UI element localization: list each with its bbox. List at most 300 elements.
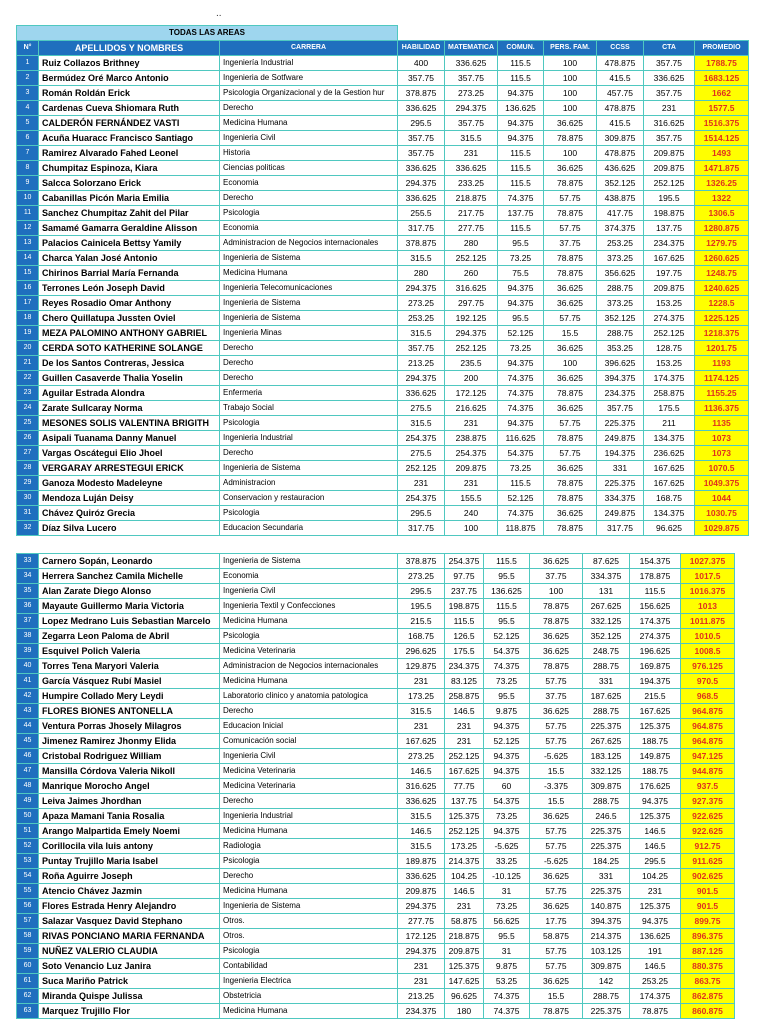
student-name: Marquez Trujillo Flor	[39, 1004, 220, 1019]
student-name: Chero Quillatupa Jussten Oviel	[39, 311, 220, 326]
score-promedio: 1225.125	[695, 311, 749, 326]
score-ccss: 225.375	[583, 839, 630, 854]
score-pers-fam: 57.75	[530, 884, 583, 899]
score-comun: 137.75	[498, 206, 544, 221]
score-ccss: 184.25	[583, 854, 630, 869]
row-number: 58	[17, 929, 39, 944]
student-name: Leiva Jaimes Jhordhan	[39, 794, 220, 809]
table-row	[17, 281, 749, 296]
score-promedio: 1514.125	[695, 131, 749, 146]
score-pers-fam: 100	[544, 146, 597, 161]
student-name: Alan Zarate Diego Alonso	[39, 584, 220, 599]
career: Comunicación social	[220, 734, 398, 749]
row-number: 17	[17, 296, 39, 311]
student-name: Salcca Solorzano Erick	[39, 176, 220, 191]
score-ccss: 140.875	[583, 899, 630, 914]
career: Obstetricia	[220, 989, 398, 1004]
row-number: 21	[17, 356, 39, 371]
score-promedio: 1135	[695, 416, 749, 431]
score-habilidad: 280	[398, 266, 445, 281]
score-pers-fam: 57.75	[530, 944, 583, 959]
career: Medicina Humana	[220, 266, 398, 281]
score-pers-fam: 57.75	[544, 446, 597, 461]
student-name: Charca Yalan José Antonio	[39, 251, 220, 266]
score-matematica: 96.625	[445, 989, 484, 1004]
score-matematica: 209.875	[445, 461, 498, 476]
score-ccss: 246.5	[583, 809, 630, 824]
score-habilidad: 172.125	[398, 929, 445, 944]
score-pers-fam: 78.875	[544, 431, 597, 446]
score-promedio: 944.875	[681, 764, 735, 779]
score-habilidad: 294.375	[398, 944, 445, 959]
table-row	[17, 491, 749, 506]
score-comun: 53.25	[484, 974, 530, 989]
career: Psicologia Organizacional y de la Gestion hur	[220, 86, 398, 101]
score-habilidad: 273.25	[398, 569, 445, 584]
score-comun: 94.375	[484, 719, 530, 734]
score-cta: 209.875	[644, 161, 695, 176]
score-matematica: 104.25	[445, 869, 484, 884]
career: Derecho	[220, 446, 398, 461]
score-habilidad: 231	[398, 959, 445, 974]
student-name: Ruiz Collazos Brithney	[39, 56, 220, 71]
score-matematica: 315.5	[445, 131, 498, 146]
score-ccss: 183.125	[583, 749, 630, 764]
score-cta: 167.625	[644, 461, 695, 476]
row-number: 63	[17, 1004, 39, 1019]
score-ccss: 396.625	[597, 356, 644, 371]
row-number: 55	[17, 884, 39, 899]
score-habilidad: 336.625	[398, 869, 445, 884]
ranking-table-1	[16, 25, 749, 536]
score-pers-fam: 36.625	[544, 296, 597, 311]
student-name: Suca Mariño Patrick	[39, 974, 220, 989]
score-promedio: 1027.375	[681, 554, 735, 569]
row-number: 57	[17, 914, 39, 929]
row-number: 56	[17, 899, 39, 914]
score-matematica: 316.625	[445, 281, 498, 296]
score-habilidad: 315.5	[398, 326, 445, 341]
career: Derecho	[220, 341, 398, 356]
score-promedio: 922.625	[681, 809, 735, 824]
score-cta: 178.875	[630, 569, 681, 584]
score-matematica: 252.125	[445, 824, 484, 839]
student-name: Puntay Trujillo Maria Isabel	[39, 854, 220, 869]
score-ccss: 225.375	[597, 416, 644, 431]
student-name: Manrique Morocho Angel	[39, 779, 220, 794]
score-comun: 94.375	[498, 356, 544, 371]
score-ccss: 373.25	[597, 296, 644, 311]
score-comun: 31	[484, 884, 530, 899]
student-name: Vargas Oscátegui Elio Jhoel	[39, 446, 220, 461]
score-pers-fam: 37.75	[544, 236, 597, 251]
score-habilidad: 277.75	[398, 914, 445, 929]
score-habilidad: 336.625	[398, 794, 445, 809]
score-cta: 357.75	[644, 131, 695, 146]
score-pers-fam: 100	[544, 56, 597, 71]
score-matematica: 200	[445, 371, 498, 386]
score-pers-fam: 78.875	[530, 599, 583, 614]
student-name: Torres Tena Maryori Valeria	[39, 659, 220, 674]
score-ccss: 356.625	[597, 266, 644, 281]
table-row	[17, 476, 749, 491]
student-name: Román Roldán Erick	[39, 86, 220, 101]
score-cta: 134.375	[644, 431, 695, 446]
score-habilidad: 378.875	[398, 86, 445, 101]
table-row	[17, 116, 749, 131]
table-row	[17, 161, 749, 176]
career: Ingenieria Telecomunicaciones	[220, 281, 398, 296]
score-comun: 94.375	[484, 824, 530, 839]
score-promedio: 1201.75	[695, 341, 749, 356]
score-cta: 96.625	[644, 521, 695, 536]
student-name: Jimenez Ramirez Jhonmy Elida	[39, 734, 220, 749]
score-matematica: 231	[445, 476, 498, 491]
score-comun: 95.5	[484, 614, 530, 629]
score-ccss: 478.875	[597, 56, 644, 71]
score-promedio: 862.875	[681, 989, 735, 1004]
score-matematica: 209.875	[445, 944, 484, 959]
career: Ingenieria Civil	[220, 131, 398, 146]
score-pers-fam: 36.625	[544, 506, 597, 521]
score-ccss: 225.375	[583, 824, 630, 839]
table-row	[17, 296, 749, 311]
career: Psicologia	[220, 206, 398, 221]
score-comun: 74.375	[498, 401, 544, 416]
score-cta: 174.375	[630, 989, 681, 1004]
student-name: Ganoza Modesto Madeleyne	[39, 476, 220, 491]
score-cta: 195.5	[644, 191, 695, 206]
row-number: 26	[17, 431, 39, 446]
row-number: 54	[17, 869, 39, 884]
table-row	[17, 386, 749, 401]
score-pers-fam: -5.625	[530, 749, 583, 764]
score-habilidad: 167.625	[398, 734, 445, 749]
student-name: Salazar Vasquez David Stephano	[39, 914, 220, 929]
student-name: Chumpitaz Espinoza, Kiara	[39, 161, 220, 176]
score-promedio: 887.125	[681, 944, 735, 959]
score-habilidad: 295.5	[398, 584, 445, 599]
score-comun: 136.625	[484, 584, 530, 599]
table-row	[17, 506, 749, 521]
score-ccss: 332.125	[583, 614, 630, 629]
table-row	[17, 206, 749, 221]
table-row	[17, 974, 735, 989]
row-number: 6	[17, 131, 39, 146]
score-promedio: 1218.375	[695, 326, 749, 341]
student-name: Chávez Quiróz Grecia	[39, 506, 220, 521]
score-pers-fam: 78.875	[544, 176, 597, 191]
score-promedio: 976.125	[681, 659, 735, 674]
career: Ingenieria de Sistema	[220, 461, 398, 476]
table-row	[17, 674, 735, 689]
student-name: Aguilar Estrada Alondra	[39, 386, 220, 401]
score-promedio: 1073	[695, 446, 749, 461]
score-ccss: 309.875	[583, 959, 630, 974]
score-cta: 125.375	[630, 809, 681, 824]
score-habilidad: 255.5	[398, 206, 445, 221]
score-habilidad: 378.875	[398, 236, 445, 251]
table-row	[17, 839, 735, 854]
career: Ingenieria Minas	[220, 326, 398, 341]
score-comun: 115.5	[498, 56, 544, 71]
score-promedio: 1493	[695, 146, 749, 161]
row-number: 11	[17, 206, 39, 221]
score-ccss: 394.375	[597, 371, 644, 386]
col-header-name: APELLIDOS Y NOMBRES	[39, 41, 220, 56]
score-comun: 52.125	[484, 629, 530, 644]
row-number: 27	[17, 446, 39, 461]
score-habilidad: 317.75	[398, 521, 445, 536]
score-habilidad: 400	[398, 56, 445, 71]
score-habilidad: 295.5	[398, 506, 445, 521]
student-name: Ramirez Alvarado Fahed Leonel	[39, 146, 220, 161]
score-matematica: 97.75	[445, 569, 484, 584]
score-habilidad: 294.375	[398, 176, 445, 191]
student-name: Cristobal Rodriguez William	[39, 749, 220, 764]
score-promedio: 1577.5	[695, 101, 749, 116]
table-row	[17, 989, 735, 1004]
career: Administracion de Negocios internacionales	[220, 236, 398, 251]
score-comun: 115.5	[498, 476, 544, 491]
career: Ingenieria de Sistema	[220, 296, 398, 311]
score-promedio: 1279.75	[695, 236, 749, 251]
ranking-table-2	[16, 553, 735, 1019]
score-ccss: 267.625	[583, 599, 630, 614]
score-pers-fam: 78.875	[544, 476, 597, 491]
score-cta: 125.375	[630, 719, 681, 734]
row-number: 62	[17, 989, 39, 1004]
table-row	[17, 914, 735, 929]
score-matematica: 146.5	[445, 884, 484, 899]
score-ccss: 374.375	[597, 221, 644, 236]
row-number: 60	[17, 959, 39, 974]
score-habilidad: 294.375	[398, 899, 445, 914]
career: Otros.	[220, 929, 398, 944]
score-cta: 156.625	[630, 599, 681, 614]
score-comun: 73.25	[484, 674, 530, 689]
score-ccss: 415.5	[597, 71, 644, 86]
row-number: 36	[17, 599, 39, 614]
score-promedio: 1788.75	[695, 56, 749, 71]
score-promedio: 1174.125	[695, 371, 749, 386]
row-number: 29	[17, 476, 39, 491]
score-habilidad: 209.875	[398, 884, 445, 899]
career: Medicina Humana	[220, 614, 398, 629]
student-name: Corillocila vila luis antony	[39, 839, 220, 854]
score-comun: 115.5	[498, 221, 544, 236]
score-promedio: 1662	[695, 86, 749, 101]
student-name: Apaza Mamani Tania Rosalia	[39, 809, 220, 824]
score-pers-fam: 36.625	[544, 461, 597, 476]
score-comun: 52.125	[498, 326, 544, 341]
row-number: 8	[17, 161, 39, 176]
score-comun: 74.375	[484, 659, 530, 674]
score-habilidad: 273.25	[398, 749, 445, 764]
student-name: Lopez Medrano Luis Sebastian Marcelo	[39, 614, 220, 629]
score-cta: 188.75	[630, 764, 681, 779]
score-matematica: 297.75	[445, 296, 498, 311]
score-cta: 194.375	[630, 674, 681, 689]
score-ccss: 373.25	[597, 251, 644, 266]
row-number: 46	[17, 749, 39, 764]
table-row	[17, 599, 735, 614]
score-comun: 95.5	[498, 236, 544, 251]
score-matematica: 198.875	[445, 599, 484, 614]
score-cta: 136.625	[630, 929, 681, 944]
col-header-pers-fam: PERS. FAM.	[544, 41, 597, 56]
student-name: Zarate Sullcaray Norma	[39, 401, 220, 416]
score-ccss: 436.625	[597, 161, 644, 176]
student-name: Sanchez Chumpitaz Zahit del Pilar	[39, 206, 220, 221]
score-habilidad: 294.375	[398, 281, 445, 296]
student-name: Cabanillas Picón Maria Emilia	[39, 191, 220, 206]
score-comun: 73.25	[498, 341, 544, 356]
row-number: 10	[17, 191, 39, 206]
table-row	[17, 371, 749, 386]
score-matematica: 137.75	[445, 794, 484, 809]
score-promedio: 912.75	[681, 839, 735, 854]
score-habilidad: 231	[398, 476, 445, 491]
score-matematica: 273.25	[445, 86, 498, 101]
row-number: 28	[17, 461, 39, 476]
score-pers-fam: 36.625	[530, 644, 583, 659]
career: Administracion	[220, 476, 398, 491]
row-number: 25	[17, 416, 39, 431]
row-number: 15	[17, 266, 39, 281]
row-number: 48	[17, 779, 39, 794]
score-promedio: 911.625	[681, 854, 735, 869]
score-habilidad: 336.625	[398, 386, 445, 401]
table-row	[17, 869, 735, 884]
score-pers-fam: 57.75	[530, 824, 583, 839]
row-number: 45	[17, 734, 39, 749]
score-comun: 94.375	[498, 86, 544, 101]
table-row	[17, 1004, 735, 1019]
score-cta: 198.875	[644, 206, 695, 221]
score-comun: 94.375	[498, 416, 544, 431]
score-matematica: 180	[445, 1004, 484, 1019]
score-pers-fam: 78.875	[530, 1004, 583, 1019]
score-ccss: 194.375	[597, 446, 644, 461]
table-row	[17, 401, 749, 416]
score-habilidad: 357.75	[398, 131, 445, 146]
score-promedio: 1016.375	[681, 584, 735, 599]
score-ccss: 249.875	[597, 431, 644, 446]
score-ccss: 332.125	[583, 764, 630, 779]
score-matematica: 357.75	[445, 116, 498, 131]
score-ccss: 288.75	[597, 326, 644, 341]
score-matematica: 58.875	[445, 914, 484, 929]
career: Ingenieria Electrica	[220, 974, 398, 989]
score-promedio: 1008.5	[681, 644, 735, 659]
student-name: Díaz Silva Lucero	[39, 521, 220, 536]
score-comun: 75.5	[498, 266, 544, 281]
score-habilidad: 316.625	[398, 779, 445, 794]
score-ccss: 249.875	[597, 506, 644, 521]
score-promedio: 937.5	[681, 779, 735, 794]
score-matematica: 231	[445, 734, 484, 749]
score-ccss: 352.125	[597, 176, 644, 191]
career: Ingenieria de Sistema	[220, 899, 398, 914]
score-ccss: 288.75	[597, 281, 644, 296]
score-pers-fam: 36.625	[530, 629, 583, 644]
career: Conservacion y restauracion	[220, 491, 398, 506]
score-matematica: 260	[445, 266, 498, 281]
score-promedio: 1516.375	[695, 116, 749, 131]
title-banner-row	[17, 26, 749, 41]
score-comun: 52.125	[484, 734, 530, 749]
career: Historia	[220, 146, 398, 161]
score-ccss: 353.25	[597, 341, 644, 356]
score-ccss: 415.5	[597, 116, 644, 131]
score-ccss: 253.25	[597, 236, 644, 251]
score-promedio: 1193	[695, 356, 749, 371]
score-matematica: 234.375	[445, 659, 484, 674]
score-ccss: 187.625	[583, 689, 630, 704]
table-row	[17, 446, 749, 461]
score-cta: 316.625	[644, 116, 695, 131]
score-pers-fam: 57.75	[530, 959, 583, 974]
row-number: 31	[17, 506, 39, 521]
score-promedio: 1326.25	[695, 176, 749, 191]
score-pers-fam: 78.875	[544, 206, 597, 221]
score-comun: 74.375	[498, 371, 544, 386]
student-name: Miranda Quispe Julissa	[39, 989, 220, 1004]
score-pers-fam: 57.75	[530, 734, 583, 749]
score-promedio: 1049.375	[695, 476, 749, 491]
score-cta: 295.5	[630, 854, 681, 869]
career: Psicologia	[220, 854, 398, 869]
table-row	[17, 176, 749, 191]
score-habilidad: 295.5	[398, 116, 445, 131]
score-promedio: 964.875	[681, 734, 735, 749]
score-promedio: 1248.75	[695, 266, 749, 281]
score-habilidad: 294.375	[398, 371, 445, 386]
score-pers-fam: 37.75	[530, 569, 583, 584]
career: Otros.	[220, 914, 398, 929]
table-row	[17, 929, 735, 944]
row-number: 41	[17, 674, 39, 689]
score-habilidad: 378.875	[398, 554, 445, 569]
col-header-promedio: PROMEDIO	[695, 41, 749, 56]
table-row	[17, 71, 749, 86]
score-pers-fam: 78.875	[530, 614, 583, 629]
col-header-matematica: MATEMATICA	[445, 41, 498, 56]
score-cta: 209.875	[644, 281, 695, 296]
career: Derecho	[220, 191, 398, 206]
score-promedio: 1029.875	[695, 521, 749, 536]
score-comun: 115.5	[498, 71, 544, 86]
row-number: 1	[17, 56, 39, 71]
row-number: 50	[17, 809, 39, 824]
score-matematica: 252.125	[445, 251, 498, 266]
student-name: Soto Venancio Luz Janira	[39, 959, 220, 974]
score-ccss: 334.375	[583, 569, 630, 584]
score-matematica: 83.125	[445, 674, 484, 689]
score-promedio: 1322	[695, 191, 749, 206]
score-ccss: 309.875	[583, 779, 630, 794]
score-cta: 211	[644, 416, 695, 431]
score-matematica: 125.375	[445, 959, 484, 974]
score-ccss: 131	[583, 584, 630, 599]
career: Ingenieria de Sistema	[220, 251, 398, 266]
row-number: 39	[17, 644, 39, 659]
banner-blank	[398, 26, 749, 41]
score-habilidad: 336.625	[398, 191, 445, 206]
score-habilidad: 336.625	[398, 161, 445, 176]
score-promedio: 1471.875	[695, 161, 749, 176]
